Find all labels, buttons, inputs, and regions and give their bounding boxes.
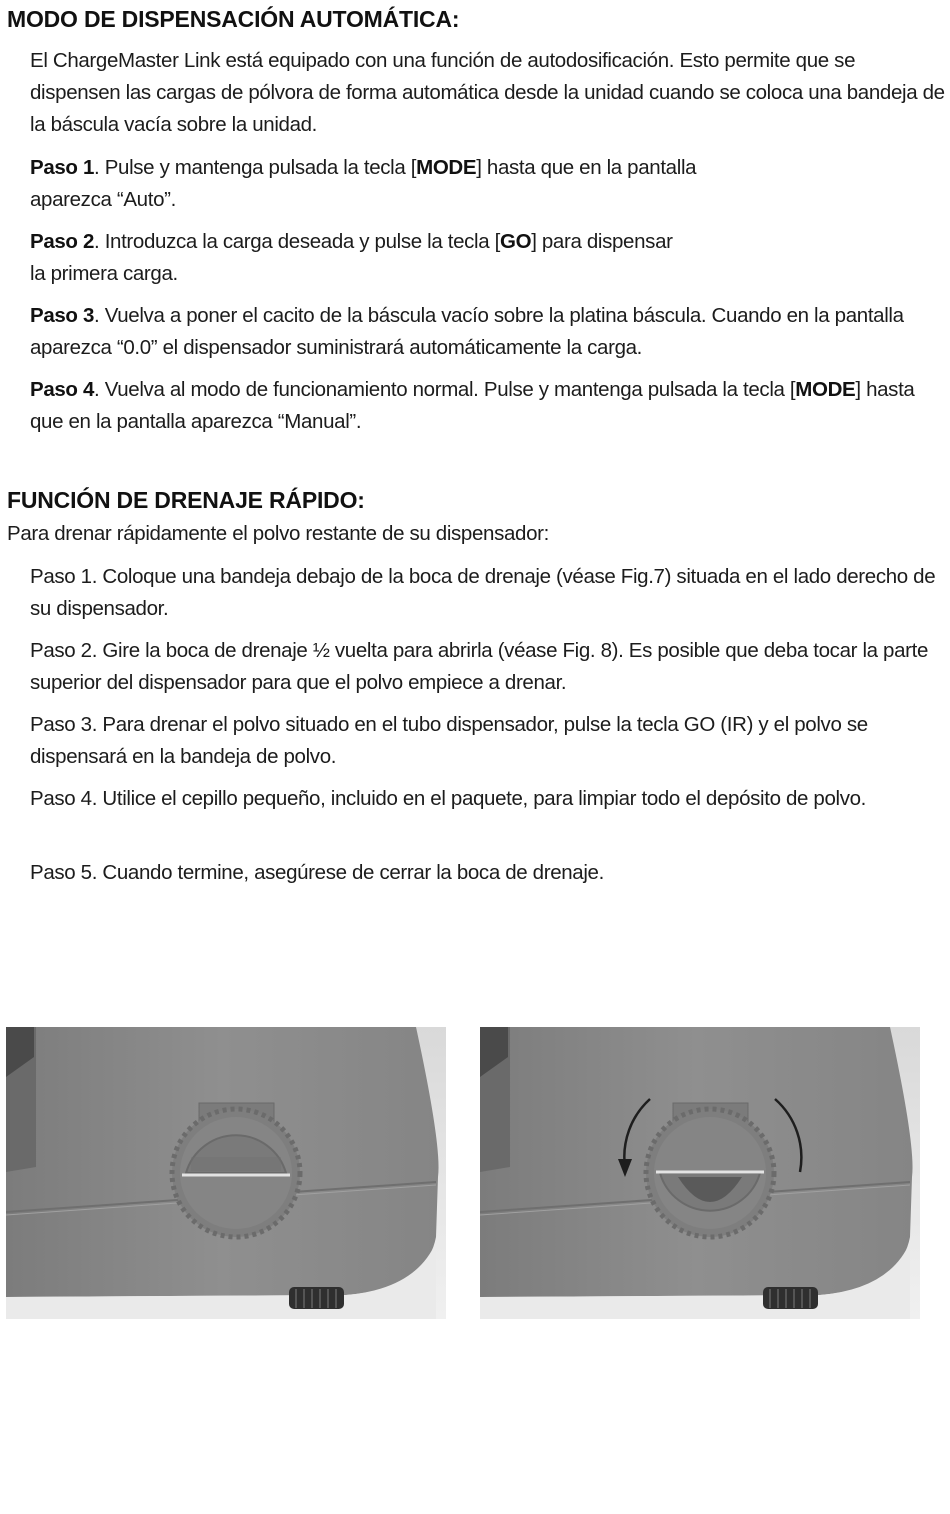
step-label: Paso 1: [30, 156, 94, 179]
quick-drain-intro: Para drenar rápidamente el polvo restante de su dispensador:: [7, 522, 549, 545]
step-label: Paso 3: [30, 304, 94, 327]
auto-step-2: [30, 226, 946, 290]
drain-step-4: Paso 4. Utilice el cepillo pequeño, incluido en el paquete, para limpiar todo el depósito de polvo.: [30, 787, 867, 810]
figure-drain-closed-photo: [6, 1027, 446, 1319]
step-text: . Vuelva al modo de funcionamiento normal. Pulse y mantenga pulsada la tecla [: [94, 378, 796, 401]
key-name: MODE: [416, 156, 477, 179]
auto-mode-intro: El ChargeMaster Link está equipado con una función de autodosificación. Esto permite que se dispensen las cargas de pólvora de forma automática desde la unidad cuando se coloca una bandeja de la báscula vacía sobre la unidad.: [30, 49, 945, 136]
drain-knob-closed-icon: [6, 1027, 446, 1319]
drain-step-2: Paso 2. Gire la boca de drenaje ½ vuelta para abrirla (véase Fig. 8). Es posible que deba tocar la parte superior del dispensador para que el polvo empiece a drenar.: [30, 639, 929, 694]
auto-step-3: [30, 300, 946, 364]
auto-mode-heading: MODO DE DISPENSACIÓN AUTOMÁTICA:: [7, 6, 460, 32]
auto-step-4: [30, 374, 946, 438]
step-text: . Pulse y mantenga pulsada la tecla [: [94, 156, 417, 179]
step-text: ] hasta que en la pantalla aparezca “Manual”.: [30, 378, 915, 433]
key-name: GO: [499, 230, 532, 253]
step-label: Paso 4: [30, 378, 94, 401]
key-name: MODE: [795, 378, 856, 401]
step-text: aparezca “Auto”.: [30, 188, 176, 211]
drain-step-3: Paso 3. Para drenar el polvo situado en el tubo dispensador, pulse la tecla GO (IR) y el polvo se dispensará en la bandeja de polvo.: [30, 713, 868, 768]
drain-knob-open-icon: [480, 1027, 920, 1319]
step-text: . Vuelva a poner el cacito de la báscula vacío sobre la platina báscula. Cuando en la pantalla aparezca “0.0” el dispensador suministrará automáticamente la carga.: [30, 304, 904, 359]
drain-step-1: Paso 1. Coloque una bandeja debajo de la boca de drenaje (véase Fig.7) situada en el lado derecho de su dispensador.: [30, 565, 936, 620]
step-text: ] para dispensar: [531, 230, 673, 253]
drain-step-5: Paso 5. Cuando termine, asegúrese de cerrar la boca de drenaje.: [30, 861, 604, 884]
figure-drain-open-photo: [480, 1027, 920, 1319]
auto-step-1: [30, 152, 946, 216]
step-text: . Introduzca la carga deseada y pulse la tecla [: [94, 230, 500, 253]
step-text: ] hasta que en la pantalla: [476, 156, 697, 179]
quick-drain-heading: FUNCIÓN DE DRENAJE RÁPIDO:: [7, 487, 365, 513]
step-label: Paso 2: [30, 230, 94, 253]
step-text: la primera carga.: [30, 262, 178, 285]
